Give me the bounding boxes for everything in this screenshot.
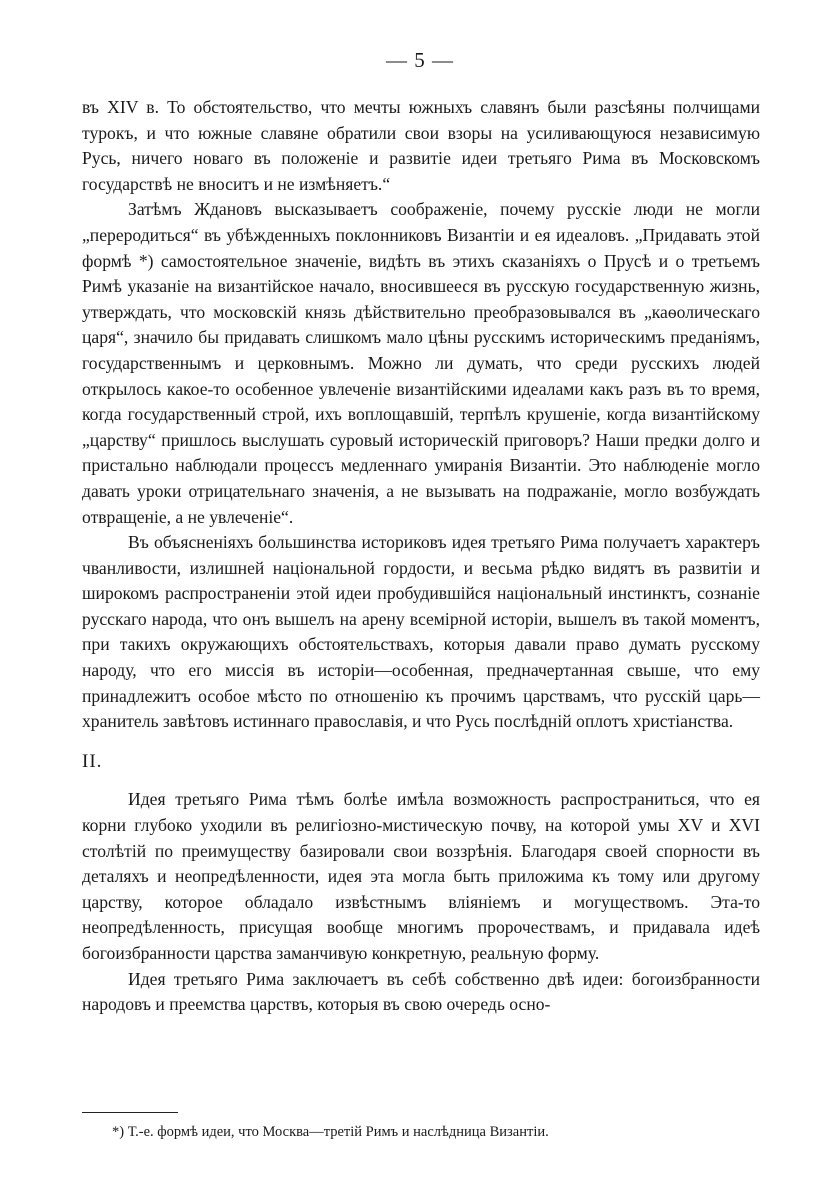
page-number: — 5 — <box>386 48 454 72</box>
paragraph-3: Въ объясненіяхъ большинства историковъ идея третьяго Рима получаетъ характеръ чванливости, излишней національной гордости, и весьма рѣдко видятъ въ развитіи и широкомъ распространеніи этой идеи пробудившійся національный инстинктъ, сознаніе русскаго народа, что онъ вышелъ на арену всемірной исторіи, вышелъ въ такой моментъ, при такихъ окружающихъ обстоятельствахъ, которыя давали право думать русскому народу, что его миссія въ исторіи—особенная, предначертанная свыше, что ему принадлежитъ особое мѣсто по отношенію къ прочимъ царствамъ, что русскій царь—хранитель завѣтовъ истиннаго православія, и что Русь послѣдній оплотъ христіанства. <box>82 532 760 732</box>
body-text <box>82 95 760 1018</box>
footnote: *) Т.-е. формѣ идеи, что Москва—третій Римъ и наслѣдница Византіи. <box>112 1124 549 1140</box>
paragraph-2: Затѣмъ Ждановъ высказываетъ соображеніе, почему русскіе люди не могли „переродиться“ въ убѣжденныхъ поклонниковъ Византіи и ея идеаловъ. „Придавать этой формѣ *) самостоятельное значеніе, видѣть въ этихъ сказаніяхъ о Прусѣ и о третьемъ Римѣ указаніе на византійское начало, вносившееся въ русскую государственную жизнь, утверждать, что московскій князь дѣйствительно преобразовывался въ „каѳолическаго царя“, значило бы придавать слишкомъ мало цѣны русскимъ историческимъ преданіямъ, государственнымъ и церковнымъ. Можно ли думать, что среди русскихъ людей открылось какое-то особенное увлеченіе византійскими идеалами какъ разъ въ то время, когда государственный строй, ихъ воплощавшій, терпѣлъ крушеніе, когда византійскому „царству“ пришлось выслушать суровый историческій приговоръ? Наши предки долго и пристально наблюдали процессъ медленнаго умиранія Византіи. Это наблюденіе могло давать уроки отрицательнаго значенія, а не вызывать на подражаніе, могло возбуждать отвращеніе, а не увлеченіе“. <box>82 199 760 527</box>
paragraph-4: Идея третьяго Рима тѣмъ болѣе имѣла возможность распространиться, что ея корни глубоко уходили въ религіозно-мистическую почву, на которой умы XV и XVI столѣтій по преимуществу базировали свои воззрѣнія. Благодаря своей спорности въ деталяхъ и неопредѣленности, идея эта могла быть приложима къ тому или другому царству, которое обладало извѣстнымъ вліяніемъ и могуществомъ. Эта-то неопредѣленность, присущая вообще многимъ пророчествамъ, и придавала идеѣ богоизбранности царства заманчивую конкретную, реальную форму. <box>82 789 760 963</box>
paragraph-5: Идея третьяго Рима заключаетъ въ себѣ собственно двѣ идеи: богоизбранности народовъ и преемства царствъ, которыя въ свою очередь осно- <box>82 968 760 1015</box>
section-heading: II. <box>82 750 103 772</box>
paragraph-1: въ XIV в. То обстоятельство, что мечты южныхъ славянъ были разсѣяны полчищами турокъ, и что южные славяне обратили свои взоры на усиливающуюся независимую Русь, ничего новаго въ положеніе и развитіе идеи третьяго Рима въ Московскомъ государствѣ не вноситъ и не измѣняетъ.“ <box>82 97 760 194</box>
footnote-divider <box>82 1112 178 1113</box>
